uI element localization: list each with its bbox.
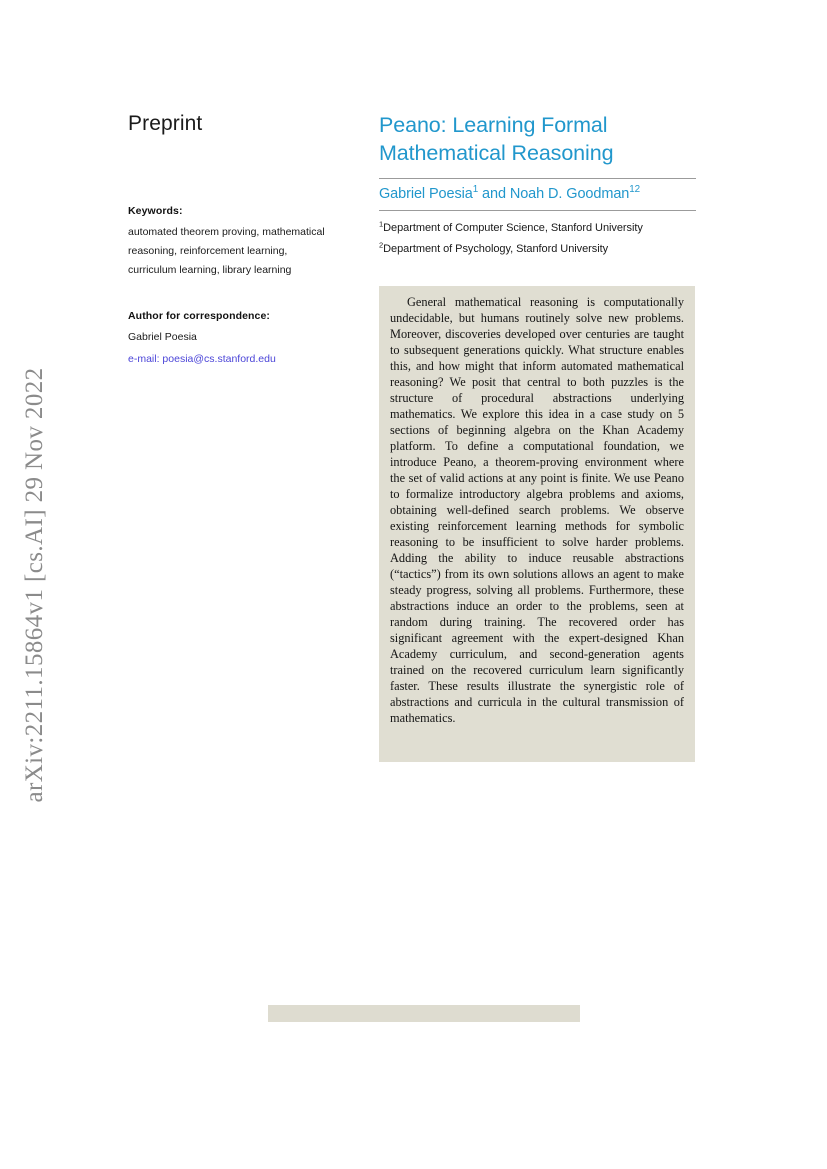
left-metadata-column <box>128 112 328 369</box>
keywords-block <box>128 205 328 280</box>
author-joiner: and Noah D. Goodman <box>478 186 630 203</box>
keywords-heading: Keywords: <box>128 205 183 218</box>
keywords-list: automated theorem proving, mathematical reasoning, reinforcement learning, curriculum learning, library learning <box>128 226 325 277</box>
abstract-box <box>379 286 695 762</box>
title-block <box>379 112 696 260</box>
affiliation-item <box>379 218 696 239</box>
arxiv-stamp-text: arXiv:2211.15864v1 [cs.AI] 29 Nov 2022 <box>21 366 48 803</box>
page-title: Peano: Learning Formal Mathematical Reasoning <box>379 113 614 165</box>
affiliation-marker: 1 <box>379 219 384 229</box>
arxiv-stamp <box>0 0 70 1169</box>
author-one: Gabriel Poesia <box>379 186 473 203</box>
affiliation-text: Department of Psychology, Stanford University <box>383 242 609 255</box>
correspondence-block <box>128 310 328 368</box>
footer-bar <box>268 1005 580 1022</box>
preprint-label: Preprint <box>128 112 203 135</box>
abstract-text: General mathematical reasoning is computationally undecidable, but humans routinely solve new problems. Moreover, discoveries developed over centuries are taught to subsequent generations quickly. What structure enables this, and how might that inform automated mathematical reasoning? We posit that central to both puzzles is the structure of procedural abstractions underlying mathematics. We explore this idea in a case study on 5 sections of beginning algebra on the Khan Academy platform. To define a computational foundation, we introduce Peano, a theorem-proving environment where the set of valid actions at any point is finite. We use Peano to formalize introductory algebra problems and axioms, obtaining well-defined search problems. We observe existing reinforcement learning methods for symbolic reasoning to be insufficient to solve harder problems. Adding the ability to induce reusable abstractions (“tactics”) from its own solutions allows an agent to make steady progress, solving all problems. Furthermore, these abstractions induce an order to the problems, seen at random during training. The recovered order has significant agreement with the expert-designed Khan Academy curriculum, and second-generation agents trained on the recovered curriculum learn significantly faster. These results illustrate the synergistic role of abstractions and curricula in the cultural transmission of mathematics. <box>390 295 684 725</box>
correspondence-email-link[interactable]: e-mail: poesia@cs.stanford.edu <box>128 352 276 365</box>
affiliation-list <box>379 218 696 260</box>
affiliation-item <box>379 239 696 260</box>
correspondence-name: Gabriel Poesia <box>128 331 197 344</box>
correspondence-heading: Author for correspondence: <box>128 310 271 323</box>
title-divider-bottom <box>379 210 696 211</box>
author-two-affil-marker: 12 <box>629 184 640 196</box>
affiliation-text: Department of Computer Science, Stanford University <box>383 221 643 234</box>
affiliation-marker: 2 <box>379 240 384 250</box>
author-list <box>379 179 696 210</box>
author-one-affil-marker: 1 <box>472 184 479 196</box>
